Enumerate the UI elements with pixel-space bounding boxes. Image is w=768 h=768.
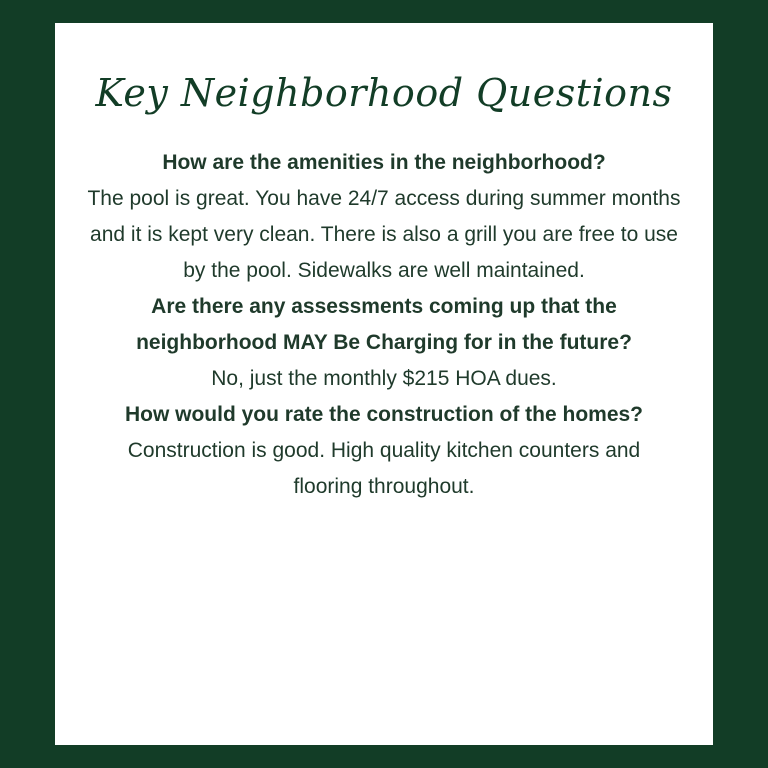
question-3: How would you rate the construction of the homes?: [124, 403, 644, 426]
answer-1: The pool is great. You have 24/7 access during summer months and it is kept very clean. There is also a grill you are free to use by the pool. Sidewalks are well maintained.: [87, 187, 681, 282]
answer-2: No, just the monthly $215 HOA dues.: [211, 367, 557, 390]
page-title: Key Neighborhood Questions: [95, 71, 673, 115]
content-card: [55, 23, 713, 745]
answer-3: Construction is good. High quality kitchen counters and flooring throughout.: [127, 439, 641, 498]
question-2: Are there any assessments coming up that the neighborhood MAY Be Charging for in the future?: [136, 295, 632, 354]
question-1: How are the amenities in the neighborhood?: [162, 151, 606, 174]
qa-list: [84, 145, 684, 505]
